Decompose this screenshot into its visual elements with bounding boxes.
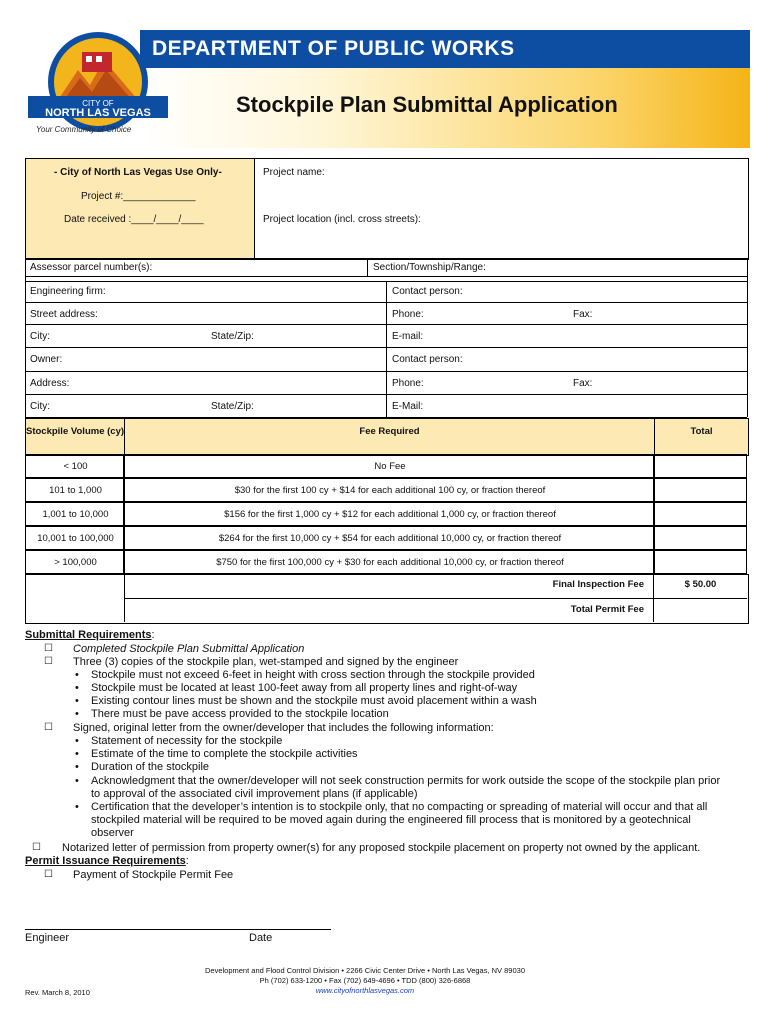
- fee-row-volume-text: 1,001 to 10,000: [42, 509, 109, 520]
- requirement-notarized-letter: Notarized letter of permission from property owner(s) for any proposed stockpile placement on property not owned by the applicant.: [62, 842, 701, 854]
- engineer-city-field[interactable]: City:: [30, 331, 50, 342]
- date-signature-label: Date: [249, 932, 273, 944]
- fee-row-volume: [25, 550, 124, 574]
- bullet-icon: •: [75, 735, 79, 747]
- requirement-owner-letter: Signed, original letter from the owner/developer that includes the following information:: [73, 722, 494, 734]
- fee-row-total-input[interactable]: [654, 502, 747, 526]
- engineer-contact-field[interactable]: Contact person:: [392, 286, 463, 297]
- fee-row-volume-text: 10,001 to 100,000: [37, 533, 114, 544]
- bullet-icon: •: [75, 708, 79, 720]
- engineer-signature-label: Engineer: [25, 932, 70, 944]
- owner-email-field[interactable]: E-Mail:: [392, 401, 424, 412]
- fee-row-volume: [25, 526, 124, 550]
- footer-line-2: Ph (702) 633-1200 • Fax (702) 649-4696 • TDD (800) 326-6868: [259, 976, 471, 985]
- project-box: [254, 158, 749, 260]
- plan-bullet-item: Existing contour lines must be shown and the stockpile must avoid placement within a wash: [91, 695, 537, 707]
- requirement-application: Completed Stockpile Plan Submittal Application: [73, 643, 305, 655]
- owner-fax-field[interactable]: Fax:: [573, 378, 593, 389]
- project-name-field[interactable]: Project name:: [263, 167, 325, 178]
- owner-city-field[interactable]: City:: [30, 401, 50, 412]
- letter-bullet-item: Certification that the developer’s intention is to stockpile only, that no compacting or spreading of material will occur and that all: [91, 801, 708, 813]
- engineer-phone-field[interactable]: Phone:: [392, 309, 424, 320]
- letter-bullet-item: to approval of the associated civil improvement plans (if applicable): [91, 787, 418, 800]
- logo-city-of: CITY OF: [82, 99, 114, 108]
- checkbox-icon[interactable]: ☐: [32, 842, 41, 853]
- bullet-icon: •: [75, 801, 79, 813]
- submittal-requirements-heading: Submittal Requirements:: [25, 629, 155, 641]
- fee-row-total-input[interactable]: [654, 550, 747, 574]
- checkbox-icon[interactable]: ☐: [44, 722, 53, 733]
- plan-bullet-item: Stockpile must not exceed 6-feet in height with cross section through the stockpile provided: [91, 669, 535, 681]
- owner-address-field[interactable]: Address:: [30, 378, 70, 389]
- fee-header-volume-label: Stockpile Volume (cy): [26, 426, 125, 437]
- form-title: Stockpile Plan Submittal Application: [236, 92, 618, 117]
- letter-bullet-item: observer: [91, 827, 134, 840]
- fee-header-volume: [25, 418, 125, 456]
- engineer-email-field[interactable]: E-mail:: [392, 331, 424, 342]
- fee-header-total: [654, 418, 749, 456]
- letter-bullet-item: Acknowledgment that the owner/developer will not seek construction permits for work outside the scope of the stockpile plan prior: [91, 774, 721, 787]
- total-permit-fee-input[interactable]: [656, 601, 744, 619]
- bullet-icon: •: [75, 761, 79, 774]
- bullet-icon: •: [75, 748, 79, 761]
- engineer-state-zip-field[interactable]: State/Zip:: [211, 331, 254, 342]
- assessor-parcel-field[interactable]: Assessor parcel number(s):: [30, 262, 153, 273]
- logo-city-name: NORTH LAS VEGAS: [45, 107, 151, 119]
- footer-line-1: Development and Flood Control Division • 2266 Civic Center Drive • North Las Vegas, NV 89030: [205, 966, 525, 975]
- footer-address: [150, 966, 580, 996]
- city-use-heading: - City of North Las Vegas Use Only-: [54, 167, 222, 178]
- signature-line: [25, 929, 331, 930]
- project-number-field[interactable]: Project #:_____________: [81, 191, 196, 202]
- fee-row-description-text: No Fee: [374, 461, 406, 472]
- fee-row-total-input[interactable]: [654, 478, 747, 502]
- total-permit-fee-label: Total Permit Fee: [570, 604, 644, 615]
- plan-bullet-item: Stockpile must be located at least 100-feet away from all property lines and right-of-way: [91, 682, 518, 694]
- owner-state-zip-field[interactable]: State/Zip:: [211, 401, 254, 412]
- department-name: DEPARTMENT OF PUBLIC WORKS: [152, 37, 515, 60]
- fee-header-required-label: Fee Required: [359, 426, 420, 437]
- fee-row-volume: [25, 478, 124, 502]
- owner-contact-field[interactable]: Contact person:: [392, 354, 463, 365]
- fee-row-description-text: $750 for the first 100,000 cy + $30 for each additional 10,000 cy, or fraction thereof: [216, 557, 564, 568]
- fee-header-required: [124, 418, 655, 456]
- letter-bullet-item: Estimate of the time to complete the stockpile activities: [91, 748, 358, 761]
- engineering-firm-field[interactable]: Engineering firm:: [30, 286, 106, 297]
- checkbox-icon[interactable]: ☐: [44, 656, 53, 667]
- permit-issuance-heading: Permit Issuance Requirements:: [25, 855, 189, 867]
- fee-row-description: [124, 454, 654, 478]
- letter-bullet-item: Duration of the stockpile: [91, 761, 210, 774]
- bullet-icon: •: [75, 774, 79, 787]
- final-inspection-fee-label: Final Inspection Fee: [552, 579, 644, 590]
- fee-row-volume-text: < 100: [63, 461, 88, 472]
- fee-row-total-input[interactable]: [654, 454, 747, 478]
- checkbox-icon[interactable]: ☐: [44, 869, 53, 880]
- street-address-field[interactable]: Street address:: [30, 309, 98, 320]
- fee-row-description-text: $264 for the first 10,000 cy + $54 for each additional 10,000 cy, or fraction thereof: [218, 533, 562, 544]
- final-inspection-fee-value: $ 50.00: [684, 579, 717, 590]
- engineer-fax-field[interactable]: Fax:: [573, 309, 593, 320]
- plan-bullet-item: There must be pave access provided to the stockpile location: [91, 708, 389, 720]
- footer-website-link[interactable]: www.cityofnorthlasvegas.com: [315, 986, 415, 995]
- owner-phone-field[interactable]: Phone:: [392, 378, 424, 389]
- fee-row-volume: [25, 502, 124, 526]
- fee-row-description-text: $156 for the first 1,000 cy + $12 for each additional 1,000 cy, or fraction thereof: [224, 509, 556, 520]
- bullet-icon: •: [75, 682, 79, 694]
- bullet-icon: •: [75, 669, 79, 681]
- bullet-icon: •: [75, 695, 79, 707]
- letter-bullet-item: stockpiled material will be required to be moved again during the engineered fill process that is monitored by a geotechnical: [91, 814, 691, 827]
- fee-row-description: [124, 526, 654, 550]
- requirement-plan-copies: Three (3) copies of the stockpile plan, wet-stamped and signed by the engineer: [73, 656, 459, 668]
- owner-field[interactable]: Owner:: [30, 354, 63, 365]
- section-township-range-field[interactable]: Section/Township/Range:: [373, 262, 486, 273]
- city-tagline: Your Community of Choice: [36, 125, 132, 134]
- fee-row-description: [124, 478, 654, 502]
- checkbox-icon[interactable]: ☐: [44, 643, 53, 654]
- fee-row-description: [124, 502, 654, 526]
- fee-header-total-label: Total: [690, 426, 713, 437]
- city-use-only-box: [25, 158, 255, 260]
- requirement-permit-fee: Payment of Stockpile Permit Fee: [73, 869, 234, 881]
- fee-row-volume-text: > 100,000: [54, 557, 97, 568]
- letter-bullet-item: Statement of necessity for the stockpile: [91, 735, 283, 747]
- date-received-field[interactable]: Date received :____/____/____: [64, 214, 204, 225]
- fee-row-description: [124, 550, 654, 574]
- fee-row-total-input[interactable]: [654, 526, 747, 550]
- fee-row-volume-text: 101 to 1,000: [49, 485, 102, 496]
- project-location-field[interactable]: Project location (incl. cross streets):: [263, 214, 421, 225]
- fee-row-description-text: $30 for the first 100 cy + $14 for each additional 100 cy, or fraction thereof: [234, 485, 546, 496]
- revision-date: Rev. March 8, 2010: [25, 988, 90, 997]
- fee-row-volume: [25, 454, 124, 478]
